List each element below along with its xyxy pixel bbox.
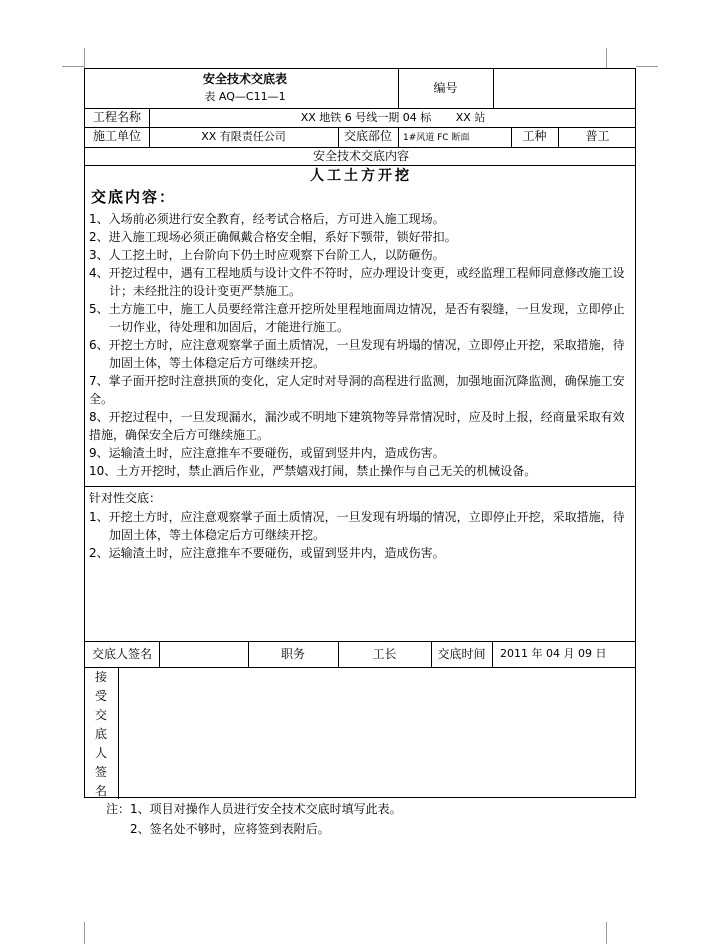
trade-label: 工种 — [522, 129, 547, 143]
list-item: 1、入场前必须进行安全教育，经考试合格后，方可进入施工现场。 — [89, 212, 445, 226]
discloser-label: 交底人签名 — [91, 647, 152, 661]
list-item: 3、人工挖土时，上台阶向下仍土时应观察下台阶工人，以防砸伤。 — [89, 248, 445, 262]
content-header: 安全技术交底内容 — [312, 149, 409, 163]
list-item: 1、开挖土方时，应注意观察掌子面土质情况，一旦发现有坍塌的情况，立即停止开挖，采取措施，待 加固土体，等土体稳定后方可继续开挖。 — [89, 510, 625, 542]
specific-list — [89, 508, 631, 562]
disclosure-list — [89, 210, 631, 480]
crop-mark — [84, 48, 85, 68]
unit-label: 施工单位 — [92, 129, 141, 143]
document-title: 人工土方开挖 — [310, 168, 412, 184]
crop-mark — [84, 922, 85, 944]
list-item: 7、掌子面开挖时注意拱顶的变化，定人定时对导洞的高程进行监测，加强地面沉降监测，确保施工安 全。 — [89, 374, 625, 406]
part-value: 1#风道 FC 断面 — [403, 133, 470, 143]
number-label: 编号 — [433, 81, 458, 95]
unit-value: XX 有限责任公司 — [201, 130, 286, 143]
list-item: 8、开挖过程中，一旦发现漏水，漏沙或不明地下建筑物等异常情况时，应及时上报，经商量采取有效 措施，确保安全后方可继续施工。 — [89, 410, 625, 442]
project-value: XX 地铁 6 号线一期 04 标 XX 站 — [300, 111, 486, 124]
list-item: 2、运输渣土时，应注意推车不要碰伤，或留到竖井内，造成伤害。 — [89, 546, 445, 560]
crop-mark — [606, 48, 607, 68]
footnote-1: 注：1、项目对操作人员进行安全技术交底时填写此表。 — [106, 802, 402, 816]
form-code: 表 AQ—C11—1 — [204, 90, 286, 103]
specific-heading: 针对性交底： — [89, 491, 162, 505]
position-label: 职务 — [280, 647, 305, 661]
receiver-label: 接 受 交 底 人 签 名 — [94, 670, 107, 798]
list-item: 10、土方开挖时，禁止酒后作业，严禁嬉戏打闹，禁止操作与自己无关的机械设备。 — [89, 464, 537, 478]
time-label: 交底时间 — [437, 647, 486, 661]
list-item: 9、运输渣土时，应注意推车不要碰伤，或留到竖井内，造成伤害。 — [89, 446, 445, 460]
project-label: 工程名称 — [92, 110, 141, 124]
footnotes — [106, 799, 402, 839]
form-title: 安全技术交底表 — [202, 72, 287, 86]
receiver-signature-area[interactable] — [120, 669, 634, 797]
trade-value: 普工 — [585, 129, 610, 143]
list-item: 6、开挖土方时，应注意观察掌子面土质情况，一旦发现有坍塌的情况，立即停止开挖，采取措施，待 加固土体，等土体稳定后方可继续开挖。 — [89, 338, 625, 370]
section-heading: 交底内容： — [91, 188, 177, 206]
time-value: 2011 年 04 月 09 日 — [500, 647, 607, 660]
crop-mark — [606, 922, 607, 944]
list-item: 5、土方施工中，施工人员要经常注意开挖所处里程地面周边情况，是否有裂缝，一旦发现，立即停止 一切作业，待处理和加固后，才能进行施工。 — [89, 302, 625, 334]
list-item: 4、开挖过程中，遇有工程地质与设计文件不符时，应办理设计变更，或经监理工程师同意修改施工设 计；未经批注的设计变更严禁施工。 — [89, 266, 625, 298]
crop-mark — [636, 66, 658, 67]
footnote-2: 2、签名处不够时，应将签到表附后。 — [130, 822, 330, 836]
part-label: 交底部位 — [343, 129, 392, 143]
disclosure-form — [84, 68, 636, 798]
list-item: 2、进入施工现场必须正确佩戴合格安全帽，系好下颚带，锁好带扣。 — [89, 230, 457, 244]
position-value: 工长 — [372, 647, 397, 661]
crop-mark — [62, 66, 84, 67]
discloser-signature-field[interactable] — [161, 646, 246, 662]
